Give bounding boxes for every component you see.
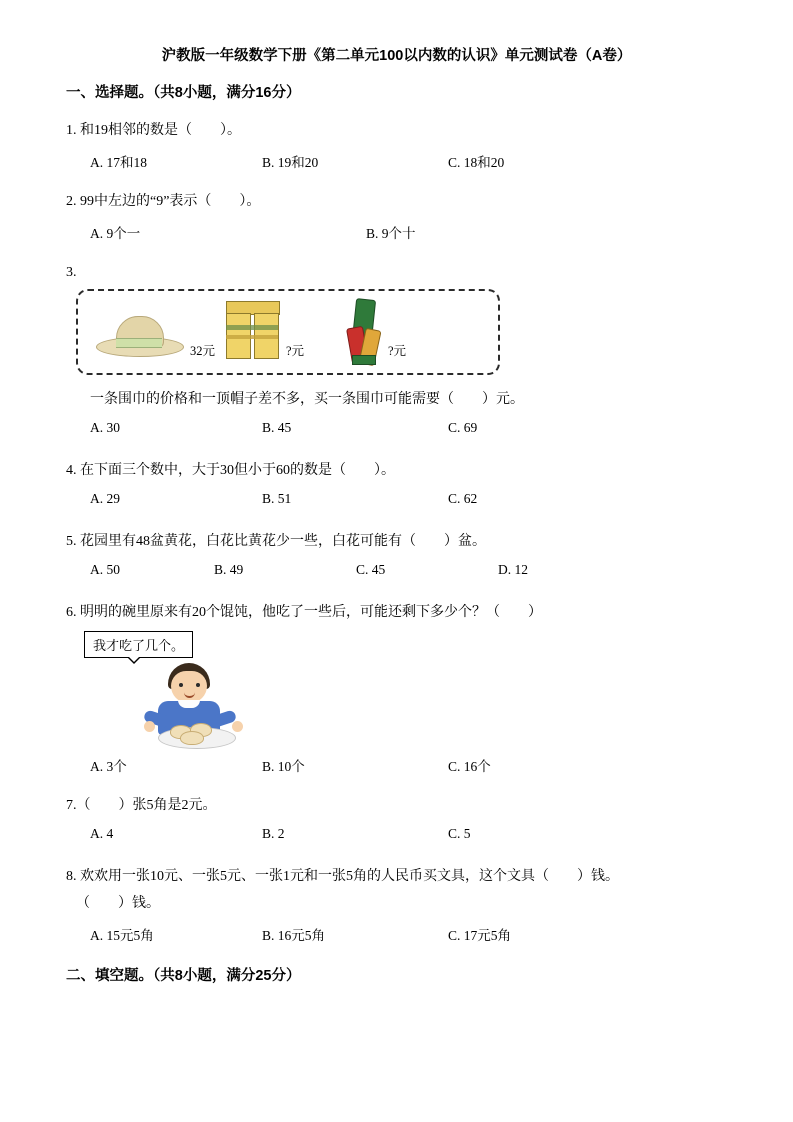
question-5-options <box>66 562 727 582</box>
option-a[interactable]: A. 4 <box>90 826 114 841</box>
option-b[interactable]: B. 45 <box>262 420 292 435</box>
question-6-picture <box>84 631 384 749</box>
page-title: 沪教版一年级数学下册《第二单元100以内数的认识》单元测试卷（A卷） <box>161 48 632 64</box>
question-4-stem: 4. 在下面三个数中，大于30但小于60的数是（ ）。 <box>66 463 395 478</box>
option-a[interactable]: A. 50 <box>90 562 120 577</box>
option-c[interactable]: C. 62 <box>448 491 478 506</box>
option-c[interactable]: C. 16个 <box>448 759 491 774</box>
shorts-price-label: ?元 <box>286 344 305 358</box>
question-4-options <box>66 491 727 511</box>
speech-bubble: 我才吃了几个。 <box>84 631 193 658</box>
option-b[interactable]: B. 2 <box>262 826 285 841</box>
question-2-stem: 2. 99中左边的“9”表示（ ）。 <box>66 194 261 209</box>
section-heading-choice: 一、选择题。（共8小题，满分16分） <box>66 85 301 101</box>
option-b[interactable]: B. 19和20 <box>262 155 319 170</box>
question-6-stem: 6. 明明的碗里原来有20个馄饨，他吃了一些后，可能还剩下多少个？（ ） <box>66 605 542 620</box>
option-b[interactable]: B. 16元5角 <box>262 928 326 943</box>
option-a[interactable]: A. 29 <box>90 491 120 506</box>
question-3-stem: 一条围巾的价格和一顶帽子差不多，买一条围巾可能需要（ ）元。 <box>90 392 524 407</box>
question-7-stem: 7.（ ）张5角是2元。 <box>66 798 217 813</box>
option-b[interactable]: B. 51 <box>262 491 292 506</box>
shorts-icon <box>226 301 278 363</box>
option-c[interactable]: C. 69 <box>448 420 478 435</box>
option-a[interactable]: A. 3个 <box>90 759 127 774</box>
question-2-options <box>66 222 727 242</box>
option-b[interactable]: B. 49 <box>214 562 244 577</box>
option-a[interactable]: A. 17和18 <box>90 155 147 170</box>
option-a[interactable]: A. 9个一 <box>90 226 141 241</box>
option-c[interactable]: C. 5 <box>448 826 471 841</box>
question-5-stem: 5. 花园里有48盆黄花，白花比黄花少一些，白花可能有（ ）盆。 <box>66 534 486 549</box>
question-6-options <box>66 755 727 775</box>
option-c[interactable]: C. 45 <box>356 562 386 577</box>
question-3-picture <box>76 289 500 375</box>
option-a[interactable]: A. 15元5角 <box>90 928 154 943</box>
option-d[interactable]: D. 12 <box>498 562 528 577</box>
question-8-options <box>66 924 727 944</box>
option-a[interactable]: A. 30 <box>90 420 120 435</box>
option-b[interactable]: B. 9个十 <box>366 226 416 241</box>
question-7-options <box>66 826 727 846</box>
question-8-stem-line2: （ ）钱。 <box>76 896 160 911</box>
question-8-stem: 8. 欢欢用一张10元、一张5元、一张1元和一张5角的人民币买文具，这个文具（ ）钱。 <box>66 869 619 884</box>
boy-eating-icon <box>132 663 262 749</box>
hat-icon <box>96 309 182 357</box>
question-3-number: 3. <box>66 265 77 280</box>
option-b[interactable]: B. 10个 <box>262 759 305 774</box>
hat-price-label: 32元 <box>190 344 216 358</box>
option-c[interactable]: C. 18和20 <box>448 155 505 170</box>
scarf-icon <box>346 299 380 365</box>
question-1-options <box>66 151 727 171</box>
question-1-stem: 1. 和19相邻的数是（ ）。 <box>66 123 241 138</box>
section-heading-fill-blank: 二、填空题。（共8小题，满分25分） <box>66 968 301 984</box>
scarf-price-label: ?元 <box>388 344 407 358</box>
option-c[interactable]: C. 17元5角 <box>448 928 512 943</box>
question-3-options <box>66 420 727 440</box>
